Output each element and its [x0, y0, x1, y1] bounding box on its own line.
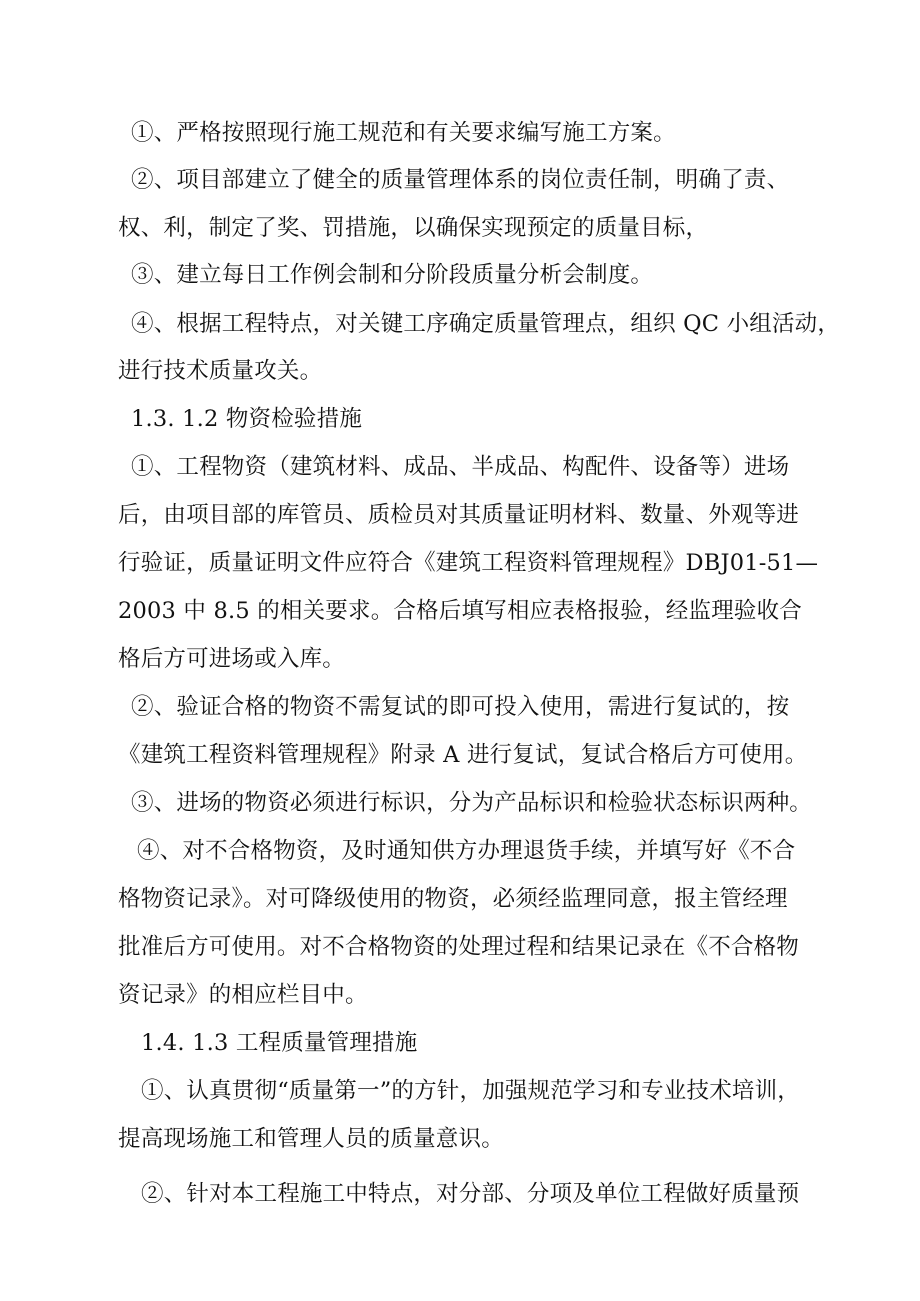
paragraph-line: 2003 中 8.5 的相关要求。合格后填写相应表格报验，经监理验收合 — [118, 598, 803, 624]
paragraph-line: ③、建立每日工作例会制和分阶段质量分析会制度。 — [131, 262, 654, 288]
paragraph-line: 格物资记录》。对可降级使用的物资，必须经监理同意，报主管经理 — [118, 886, 788, 912]
paragraph-line: 格后方可进场或入库。 — [118, 646, 346, 672]
paragraph-line: ③、进场的物资必须进行标识，分为产品标识和检验状态标识两种。 — [131, 790, 813, 816]
paragraph-line: ①、认真贯彻“质量第一”的方针，加强规范学习和专业技术培训， — [141, 1078, 801, 1104]
paragraph-line: ④、对不合格物资，及时通知供方办理退货手续，并填写好《不合 — [137, 838, 796, 864]
paragraph-line: ①、工程物资（建筑材料、成品、半成品、构配件、设备等）进场 — [131, 454, 790, 480]
paragraph-line: ④、根据工程特点，对关键工序确定质量管理点，组织 QC 小组活动， — [131, 311, 841, 337]
paragraph-line: ②、项目部建立了健全的质量管理体系的岗位责任制，明确了责、 — [131, 167, 790, 193]
paragraph-line: 提高现场施工和管理人员的质量意识。 — [118, 1126, 504, 1152]
paragraph-line: 进行技术质量攻关。 — [118, 358, 323, 384]
section-heading: 1.4. 1.3 工程质量管理措施 — [141, 1030, 418, 1056]
section-heading: 1.3. 1.2 物资检验措施 — [131, 406, 363, 432]
paragraph-line: ②、验证合格的物资不需复试的即可投入使用，需进行复试的，按 — [131, 694, 790, 720]
paragraph-line: 权、利，制定了奖、罚措施，以确保实现预定的质量目标， — [118, 215, 709, 241]
paragraph-line: ②、针对本工程施工中特点，对分部、分项及单位工程做好质量预 — [141, 1181, 800, 1207]
paragraph-line: ①、严格按照现行施工规范和有关要求编写施工方案。 — [131, 120, 676, 146]
paragraph-line: 后，由项目部的库管员、质检员对其质量证明材料、数量、外观等进 — [118, 502, 800, 528]
paragraph-line: 资记录》的相应栏目中。 — [118, 982, 368, 1008]
paragraph-line: 行验证，质量证明文件应符合《建筑工程资料管理规程》DBJ01-51— — [118, 550, 819, 576]
paragraph-line: 批准后方可使用。对不合格物资的处理过程和结果记录在《不合格物 — [118, 934, 800, 960]
paragraph-line: 《建筑工程资料管理规程》附录 A 进行复试，复试合格后方可使用。 — [118, 742, 808, 768]
